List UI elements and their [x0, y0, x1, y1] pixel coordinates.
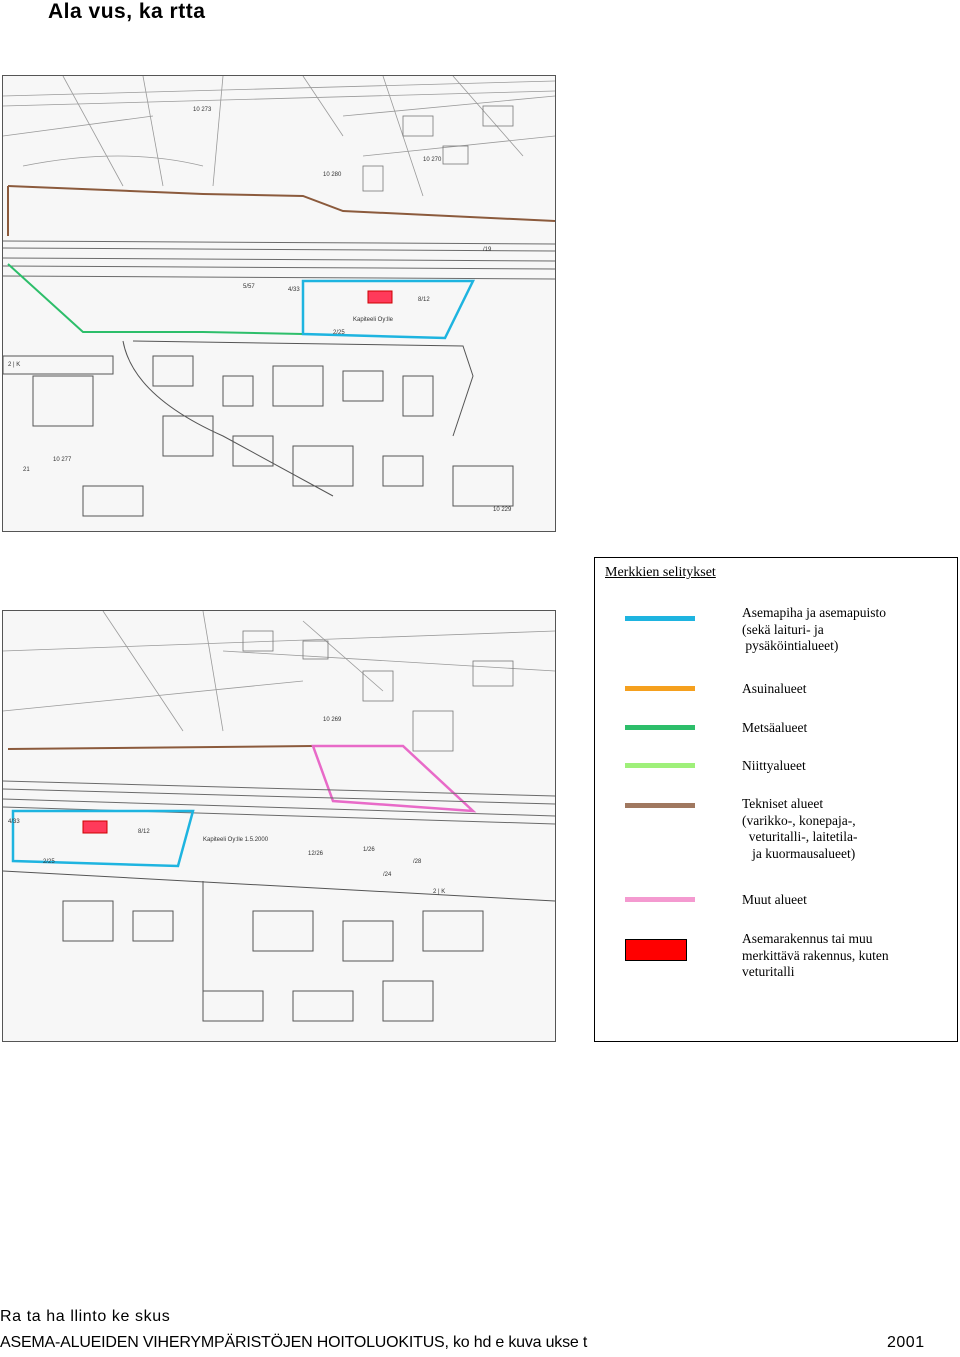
- svg-text:21: 21: [23, 467, 30, 473]
- page-title: Ala vus, ka rtta: [48, 0, 206, 23]
- legend-label: Metsäalueet: [742, 720, 808, 735]
- svg-text:8/12: 8/12: [138, 829, 150, 835]
- legend-swatch-blue: [625, 616, 695, 621]
- svg-text:2/25: 2/25: [43, 859, 55, 865]
- legend-swatch-brown: [625, 803, 695, 808]
- legend-label: Asuinalueet: [742, 681, 807, 696]
- svg-text:2 | K: 2 | K: [8, 362, 21, 368]
- technical-area-boundary-bottom: [8, 746, 313, 749]
- svg-text:8/12: 8/12: [418, 297, 430, 303]
- svg-text:/28: /28: [413, 859, 422, 865]
- svg-text:1/26: 1/26: [363, 847, 375, 853]
- legend-swatch-lightgreen: [625, 763, 695, 768]
- legend-label: Asemapiha ja asemapuisto (sekä laituri- ja pysäköintialueet): [742, 605, 886, 653]
- legend-swatch-orange: [625, 686, 695, 691]
- map-bottom-station-area: [2, 610, 556, 1042]
- technical-area-boundary: [8, 186, 555, 221]
- legend-label: Niittyalueet: [742, 758, 806, 773]
- svg-text:12/26: 12/26: [308, 851, 324, 857]
- svg-text:10 270: 10 270: [423, 157, 442, 163]
- svg-text:/24: /24: [383, 872, 392, 878]
- forest-area-boundary: [8, 264, 303, 334]
- svg-text:10 277: 10 277: [53, 457, 72, 463]
- svg-text:5/57: 5/57: [243, 284, 255, 290]
- map-bottom-drawing: [3, 611, 555, 1041]
- map-legend: [594, 557, 958, 1042]
- legend-title: Merkkien selitykset: [605, 565, 716, 580]
- map-top-station-area: [2, 75, 556, 532]
- svg-text:10 269: 10 269: [323, 717, 342, 723]
- legend-label: Tekniset alueet (varikko-, konepaja-, veturitalli-, laitetila- ja kuormausalueet): [742, 796, 858, 861]
- footer-organization: Ra ta ha llinto ke skus: [0, 1308, 171, 1325]
- svg-text:/19: /19: [483, 247, 492, 253]
- map-top-drawing: [3, 76, 555, 531]
- station-yard-boundary: [303, 281, 473, 338]
- svg-text:2/25: 2/25: [333, 330, 345, 336]
- svg-text:10 280: 10 280: [323, 172, 342, 178]
- station-building-marker: [368, 291, 392, 303]
- svg-text:10 229: 10 229: [493, 507, 512, 513]
- footer-year: 2001: [887, 1334, 925, 1351]
- svg-text:4/33: 4/33: [8, 819, 20, 825]
- svg-text:4/33: 4/33: [288, 287, 300, 293]
- legend-swatch-green: [625, 725, 695, 730]
- footer-document-title: ASEMA-ALUEIDEN VIHERYMPÄRISTÖJEN HOITOLUOKITUS, ko hd e kuva ukse t: [0, 1334, 588, 1351]
- legend-swatch-red-box: [625, 939, 687, 961]
- svg-text:Kapiteeli Oy:lle: Kapiteeli Oy:lle: [353, 317, 394, 323]
- station-building-marker-bottom: [83, 821, 107, 833]
- legend-label: Asemarakennus tai muu merkittävä rakennus, kuten veturitalli: [742, 931, 889, 979]
- station-yard-boundary-bottom: [13, 811, 193, 866]
- svg-text:10 273: 10 273: [193, 107, 212, 113]
- legend-swatch-pink: [625, 897, 695, 902]
- svg-text:Kapiteeli Oy:lle 1.5.2000: Kapiteeli Oy:lle 1.5.2000: [203, 837, 269, 843]
- svg-text:2 | K: 2 | K: [433, 889, 446, 895]
- legend-label: Muut alueet: [742, 892, 807, 907]
